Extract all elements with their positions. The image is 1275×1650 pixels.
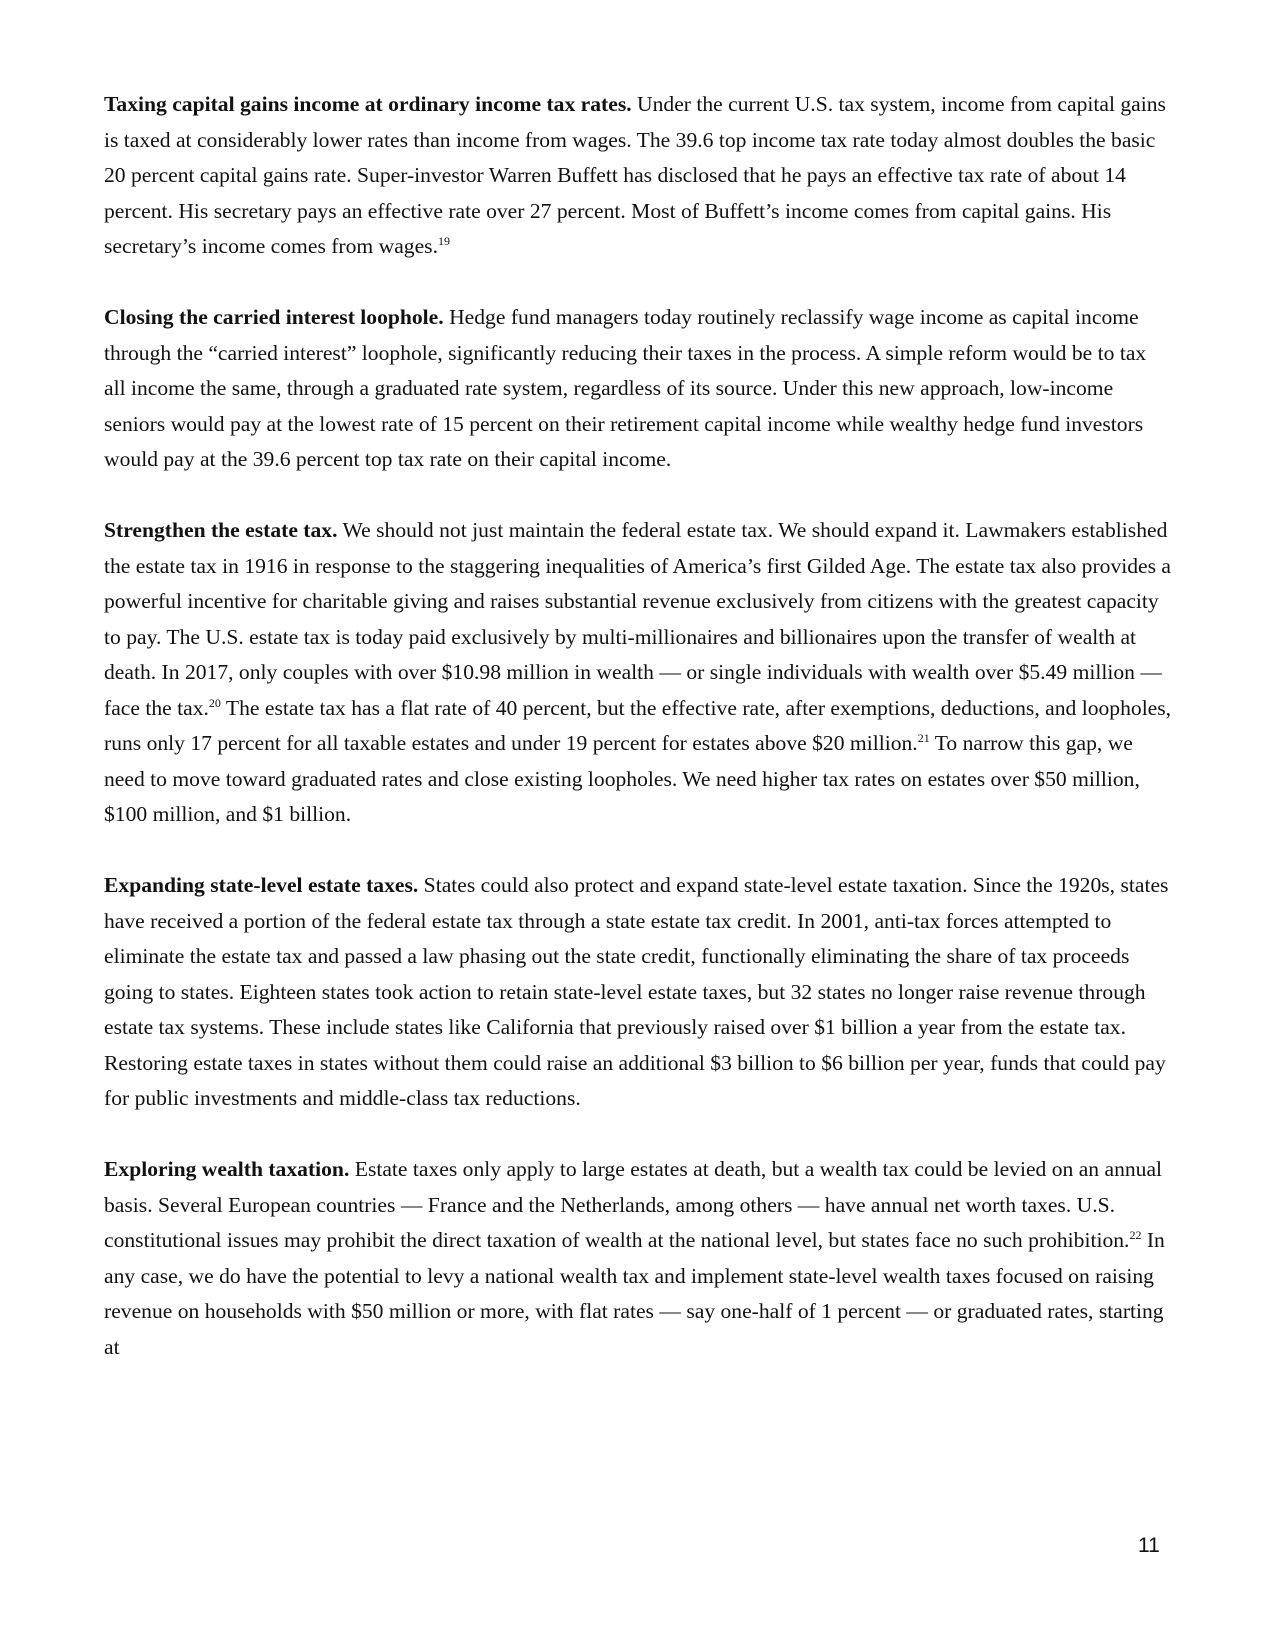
- paragraph-heading: Expanding state-level estate taxes.: [104, 873, 419, 897]
- paragraph-estate-tax: [104, 513, 1172, 833]
- paragraph-text: Estate taxes only apply to large estates at death, but a wealth tax could be levied on an annual basis. Several European countries — France and the Netherlands, among others — have annual net worth taxes. U.S. constitutional issues may prohibit the direct taxation of wealth at the national level, but states face no such prohibition.: [104, 1157, 1163, 1252]
- paragraph-text: States could also protect and expand state-level estate taxation. Since the 1920s, states have received a portion of the federal estate tax through a state estate tax credit. In 2001, anti-tax forces attempted to eliminate the estate tax and passed a law phasing out the state credit, functionally eliminating the share of tax proceeds going to states. Eighteen states took action to retain state-level estate taxes, but 32 states no longer raise revenue through estate tax systems. These include states like California that previously raised over $1 billion a year from the estate tax. Restoring estate taxes in states without them could raise an additional $3 billion to $6 billion per year, funds that could pay for public investments and middle-class tax reductions.: [104, 873, 1169, 1110]
- footnote-ref[interactable]: 20: [208, 695, 221, 710]
- paragraph-text: The estate tax has a flat rate of 40 percent, but the effective rate, after exemptions, deductions, and loopholes, runs only 17 percent for all taxable estates and under 19 percent for estates above $20 million.: [104, 695, 1172, 755]
- paragraph-wealth-taxation: [104, 1152, 1172, 1365]
- paragraph-heading: Closing the carried interest loophole.: [104, 305, 444, 329]
- paragraph-heading: Exploring wealth taxation.: [104, 1157, 350, 1181]
- document-body: [104, 87, 1172, 1401]
- footnote-ref[interactable]: 19: [437, 234, 450, 248]
- paragraph-carried-interest: [104, 300, 1172, 478]
- paragraph-text: Under the current U.S. tax system, income from capital gains is taxed at considerably lower rates than income from wages. The 39.6 top income tax rate today almost doubles the basic 20 percent capital gains rate. Super-investor Warren Buffett has disclosed that he pays an effective tax rate of about 14 percent. His secretary pays an effective rate over 27 percent. Most of Buffett’s income comes from capital gains. His secretary’s income comes from wages.: [104, 92, 1166, 258]
- paragraph-text: Hedge fund managers today routinely reclassify wage income as capital income through the “carried interest” loophole, significantly reducing their taxes in the process. A simple reform would be to tax all income the same, through a graduated rate system, regardless of its source. Under this new approach, low-income seniors would pay at the lowest rate of 15 percent on their retirement capital income while wealthy hedge fund investors would pay at the 39.6 percent top tax rate on their capital income.: [104, 305, 1147, 471]
- footnote-ref[interactable]: 22: [1129, 1228, 1142, 1242]
- paragraph-heading: Taxing capital gains income at ordinary income tax rates.: [104, 92, 632, 116]
- paragraph-state-estate-taxes: [104, 868, 1172, 1117]
- paragraph-capital-gains: [104, 87, 1172, 265]
- paragraph-text: We should not just maintain the federal estate tax. We should expand it. Lawmakers established the estate tax in 1916 in response to the staggering inequalities of America’s first Gilded Age. The estate tax also provides a powerful incentive for charitable giving and raises substantial revenue exclusively from citizens with the greatest capacity to pay. The U.S. estate tax is today paid exclusively by multi-millionaires and billionaires upon the transfer of wealth at death. In 2017, only couples with over $10.98 million in wealth — or single individuals with wealth over $5.49 million — face the tax.: [104, 518, 1172, 720]
- page-number: 11: [1138, 1534, 1160, 1557]
- footnote-ref[interactable]: 21: [917, 731, 930, 745]
- paragraph-text: In any case, we do have the potential to levy a national wealth tax and implement state-level wealth taxes focused on raising revenue on households with $50 million or more, with flat rates — say one-half of 1 percent — or graduated rates, starting at: [104, 1228, 1165, 1359]
- paragraph-text: To narrow this gap, we need to move toward graduated rates and close existing loopholes. We need higher tax rates on estates over $50 million, $100 million, and $1 billion.: [104, 731, 1140, 826]
- paragraph-heading: Strengthen the estate tax.: [104, 518, 338, 542]
